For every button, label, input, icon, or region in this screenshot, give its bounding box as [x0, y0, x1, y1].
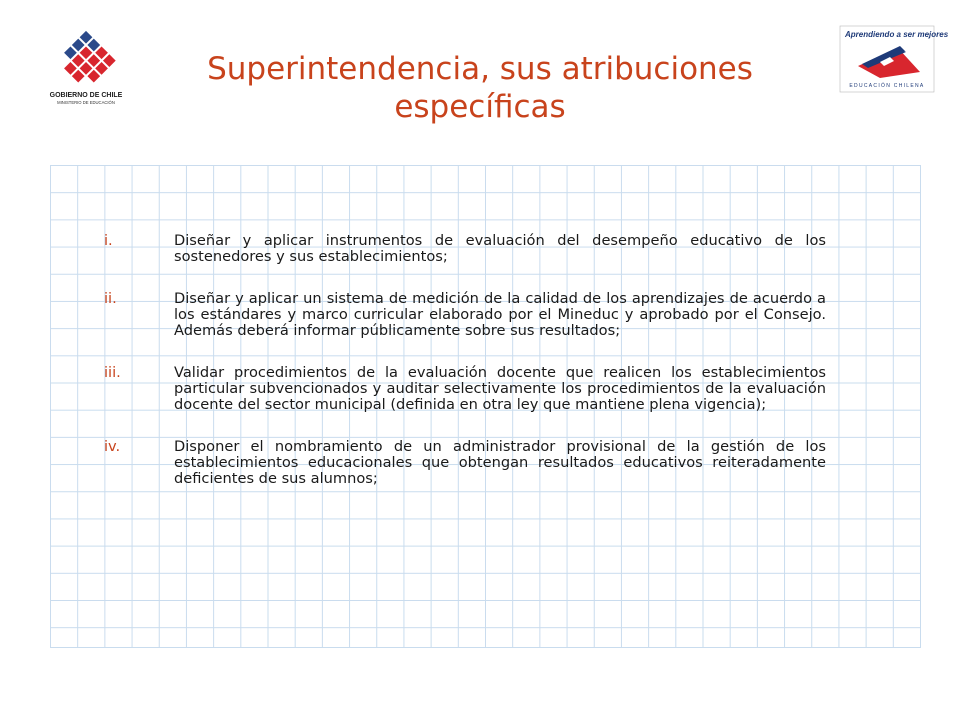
- slide-title-line2: específicas: [394, 89, 566, 125]
- item-number: iv.: [104, 438, 121, 455]
- gobierno-logo-text: GOBIERNO DE CHILE: [49, 92, 123, 99]
- educacion-chilena-logo: [840, 26, 949, 92]
- list-item: [104, 365, 826, 413]
- slide-title: [150, 50, 810, 126]
- educacion-chilena-text: EDUCACIÓN CHILENA: [849, 83, 925, 89]
- slide-title-line1: Superintendencia, sus atribuciones: [207, 51, 753, 87]
- gobierno-de-chile-logo: [44, 34, 128, 106]
- attributions-list: [104, 233, 826, 513]
- list-item: [104, 233, 826, 265]
- item-text: Validar procedimientos de la evaluación docente que realicen los establecimientos particular subvencionados y auditar selectivamente los procedimientos de la evaluación docente del sector municipal (definida en otra ley que mantiene plena vigencia);: [174, 364, 826, 413]
- item-number: ii.: [104, 290, 117, 307]
- ministerio-logo-text: MINISTERIO DE EDUCACIÓN: [57, 100, 115, 105]
- item-text: Disponer el nombramiento de un administrador provisional de la gestión de los establecimientos educacionales que obtengan resultados educativos reiteradamente deficientes de sus alumnos;: [174, 438, 826, 487]
- star-icon: ★: [903, 45, 911, 54]
- gobierno-logo-mark: [44, 34, 128, 106]
- item-text: Diseñar y aplicar un sistema de medición de la calidad de los aprendizajes de acuerdo a los estándares y marco curricular elaborado por el Mineduc y aprobado por el Consejo. Además deberá informar públicamente sobre sus resultados;: [174, 290, 826, 339]
- item-number: i.: [104, 232, 113, 249]
- item-text: Diseñar y aplicar instrumentos de evaluación del desempeño educativo de los sostenedores y sus establecimientos;: [174, 232, 826, 265]
- educacion-logo-mark: [840, 26, 949, 92]
- item-number: iii.: [104, 364, 121, 381]
- list-item: [104, 291, 826, 339]
- aprendiendo-logo-text: Aprendiendo a ser mejores: [845, 30, 949, 39]
- list-item: [104, 439, 826, 487]
